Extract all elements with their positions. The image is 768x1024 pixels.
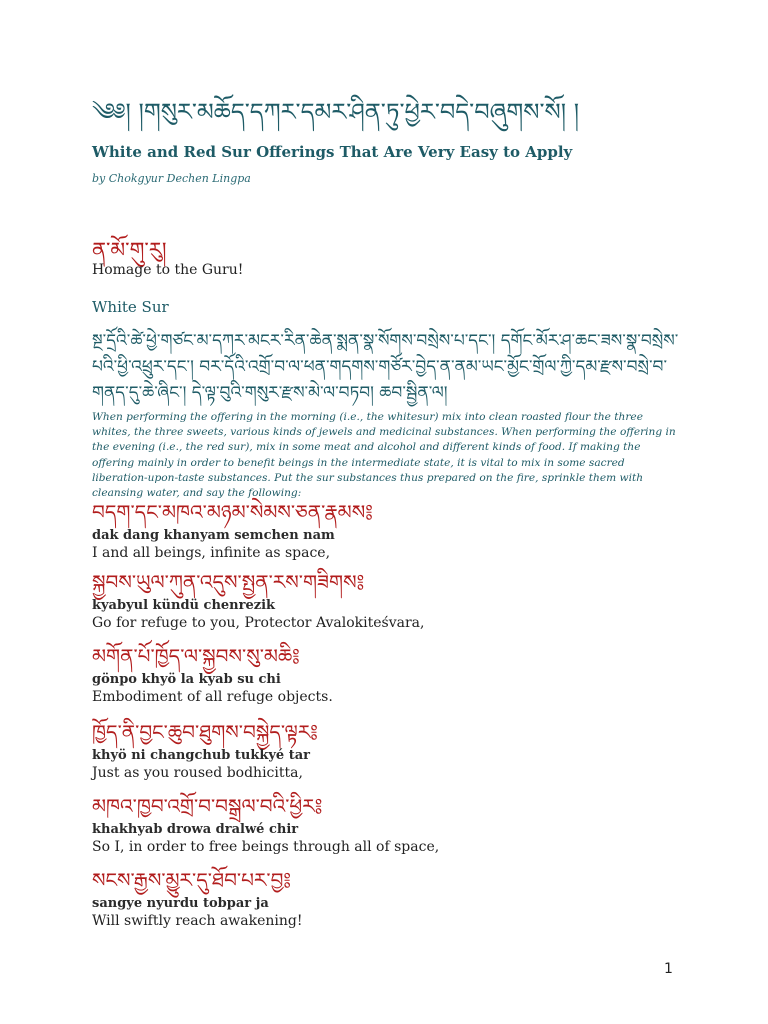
- verse-tibetan: བདག་དང་མཁའ་མཉམ་སེམས་ཅན་རྣམས༔: [92, 500, 373, 524]
- verse-english: Will swiftly reach awakening!: [92, 913, 303, 929]
- verse: [92, 868, 682, 929]
- author-line: by Chokgyur Dechen Lingpa: [92, 172, 251, 185]
- verse-phonetic: khakhyab drowa dralwé chir: [92, 822, 299, 837]
- verse-phonetic: khyö ni changchub tukkyé tar: [92, 748, 310, 763]
- verse-tibetan: མགོན་པོ་ཁྱོད་ལ་སྐྱབས་སུ་མཆི༔: [92, 644, 300, 668]
- instruction-note: When performing the offering in the morning (i.e., the whitesur) mix into clean roasted flour the three whites, the three sweets, various kinds of jewels and medicinal substances. When performing the offering in the evening (i.e., the red sur), mix in some meat and alcohol and different kinds of food. If making the offering mainly in order to benefit beings in the intermediate state, it is vital to mix in some sacred liberation-upon-taste substances. Put the sur substances thus prepared on the fire, sprinkle them with cleansing water, and say the following:: [92, 411, 676, 500]
- verse-english: I and all beings, infinite as space,: [92, 545, 331, 561]
- verse-english: Go for refuge to you, Protector Avalokiteśvara,: [92, 615, 425, 631]
- section-heading: White Sur: [92, 298, 169, 316]
- verse-english: Just as you roused bodhicitta,: [92, 765, 303, 781]
- verse-phonetic: sangye nyurdu tobpar ja: [92, 896, 269, 911]
- homage-tibetan: ན་མོ་གུ་རུ།: [92, 238, 167, 262]
- verse-tibetan: ཁྱོད་ནི་བྱང་ཆུབ་ཐུགས་བསྐྱེད་ལྟར༔: [92, 720, 318, 744]
- verse: [92, 644, 682, 705]
- page-title: White and Red Sur Offerings That Are Very Easy to Apply: [92, 143, 573, 161]
- verse-tibetan: སྐྱབས་ཡུལ་ཀུན་འདུས་སྤྱན་རས་གཟིགས༔: [92, 570, 365, 594]
- verse: [92, 500, 682, 561]
- verse: [92, 794, 682, 855]
- verse-english: So I, in order to free beings through all of space,: [92, 839, 440, 855]
- tibetan-instructions: སྔ་དྲོའི་ཚེ་ཕྱེ་གཙང་མ་དཀར་མངར་རིན་ཆེན་སྨན་སྣ་སོགས་བསྲེས་པ་དང་། དགོང་མོར་ཤ་ཆང་ཟས་སྣ་བསྲེས་པའི་ཕྱི་འཕྲུར་དང་། བར་དོའི་འགྲོ་བ་ལ་ཕན་གདགས་གཙོར་བྱེད་ན་ནམ་ཡང་མྱོང་གྲོལ་ཀྱི་དམ་རྫས་བསྲེ་བ་གནད་དུ་ཆེ་ཞིང་། དེ་ལྟ་བུའི་གསུར་རྫས་མེ་ལ་བཏབ། ཆབ་སྦྱིན་ལ།: [92, 331, 679, 403]
- verse-tibetan: སངས་རྒྱས་མྱུར་དུ་ཐོབ་པར་བྱ༔: [92, 868, 291, 892]
- verse: [92, 720, 682, 781]
- homage-english: Homage to the Guru!: [92, 262, 244, 278]
- tibetan-title: ༄༅། །གསུར་མཆོད་དཀར་དམར་ཤིན་ཏུ་ཕྱེར་བདེ་བཞུགས་སོ། །: [92, 98, 580, 126]
- verse-phonetic: dak dang khanyam semchen nam: [92, 528, 335, 543]
- verse-phonetic: kyabyul kündü chenrezik: [92, 598, 276, 613]
- verse: [92, 570, 682, 631]
- verse-tibetan: མཁའ་ཁྱབ་འགྲོ་བ་བསྒྲལ་བའི་ཕྱིར༔: [92, 794, 323, 818]
- verse-english: Embodiment of all refuge objects.: [92, 689, 333, 705]
- verse-phonetic: gönpo khyö la kyab su chi: [92, 672, 281, 687]
- page-number: 1: [664, 961, 673, 977]
